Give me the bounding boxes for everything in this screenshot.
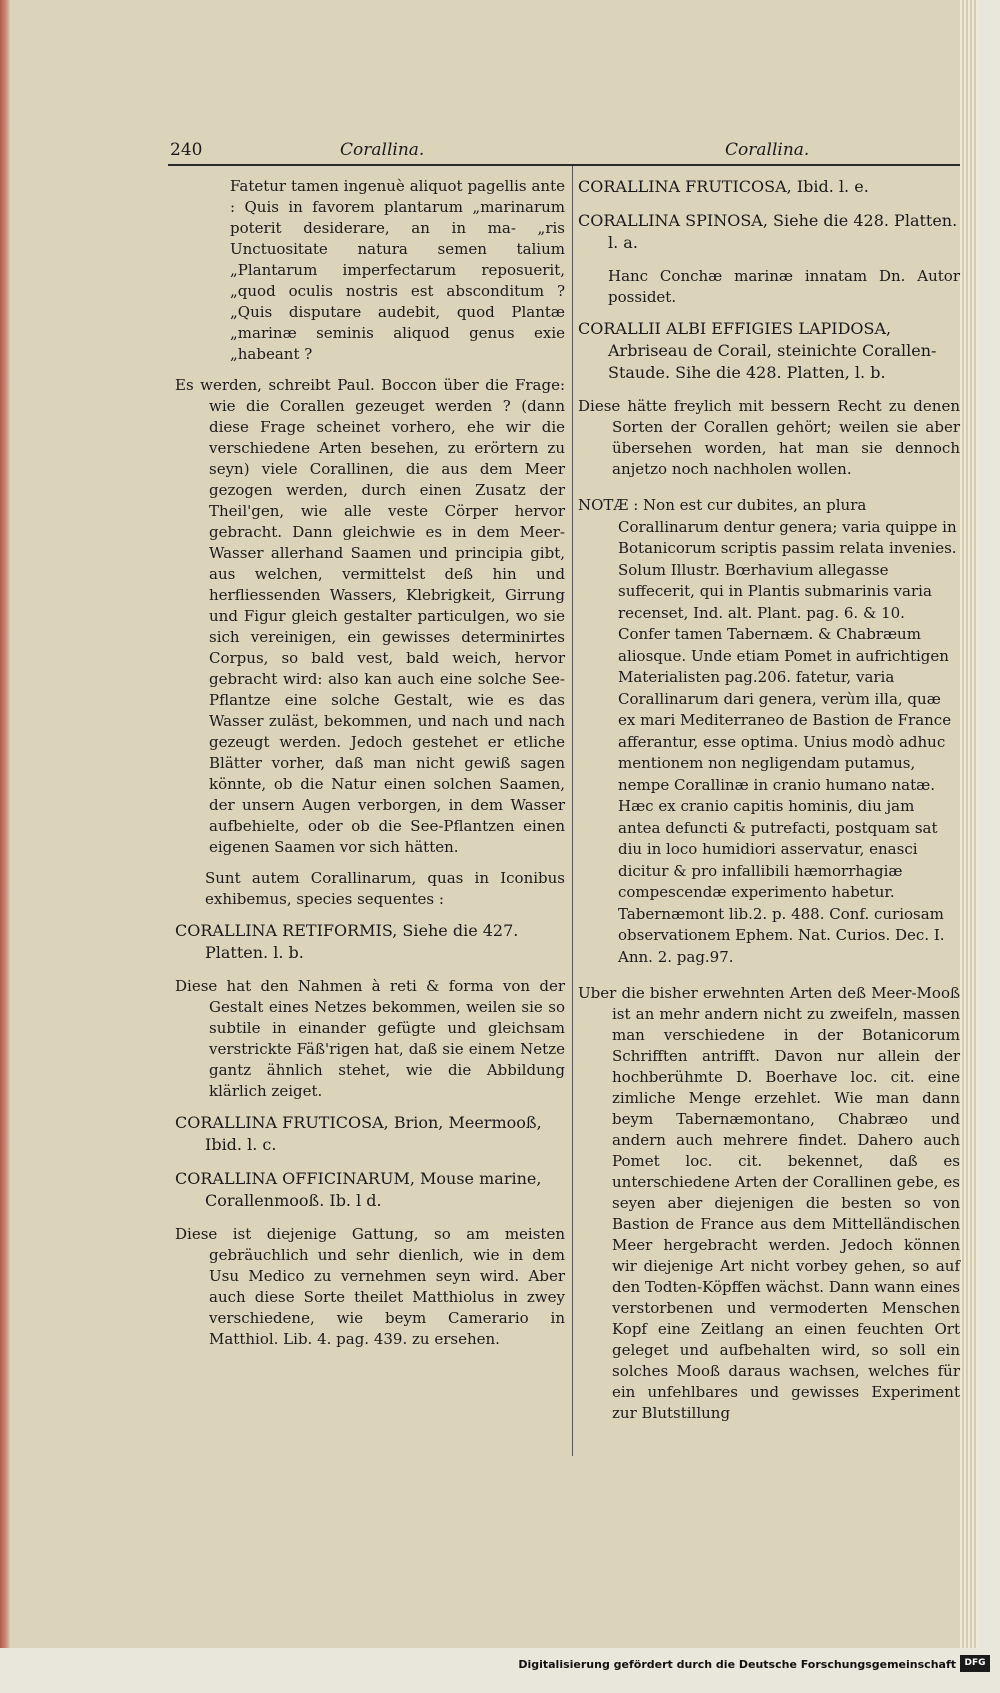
entry-heading-officinarum: CORALLINA OFFICINARUM, Mouse marine, Corallenmooß. Ib. l d. xyxy=(175,1169,542,1210)
species-intro-paragraph: Sunt autem Corallinarum, quas in Iconibus exhibemus, species sequentes : xyxy=(205,869,565,908)
corallii-albi-description: Diese hätte freylich mit bessern Recht zu denen Sorten der Corallen gehört; weilen sie aber übersehen worden, hat man sie dennoch anjetzo noch nachholen wollen. xyxy=(578,397,960,478)
entry-heading-corallii-albi: CORALLII ALBI EFFIGIES LAPIDOSA, Arbriseau de Corail, steinichte Corallen-Staude. Sihe die 428. Platten, l. b. xyxy=(578,319,937,382)
spinosa-note: Hanc Conchæ marinæ innatam Dn. Autor possidet. xyxy=(608,267,960,306)
right-column xyxy=(578,176,960,1434)
retiformis-description: Diese hat den Nahmen à reti & forma von der Gestalt eines Netzes bekommen, weilen sie so subtile in einander gefügte und gleichsam verstrickte Fäß'rigen hat, daß sie einem Netze gantz ähnlich stehet, wie die Abbildung klärlich zeiget. xyxy=(175,977,565,1100)
entry-heading-fruticosa-e: CORALLINA FRUTICOSA, Ibid. l. e. xyxy=(578,177,869,196)
header-rule xyxy=(168,164,960,166)
running-head-right: Corallina. xyxy=(725,140,810,160)
digitization-credit: Digitalisierung gefördert durch die Deutsche Forschungsgemeinschaft xyxy=(518,1658,956,1671)
boccon-paragraph: Es werden, schreibt Paul. Boccon über die Frage: wie die Corallen gezeuget werden ? (dann diese Frage scheinet vorhero, ehe wir die verschiedene Arten besehen, zu erörtern zu seyn) viele Corallinen, die aus dem Meer gezogen werden, durch einen Zusatz der Theil'gen, wie alle veste Cörper hervor gebracht. Dann gleichwie es in dem Meer-Wasser allerhand Saamen und principia gibt, aus welchen, vermittelst deß hin und herfliessenden Wassers, Klebrigkeit, Girrung und Figur gleich gestalter particulgen, wo sie sich vereinigen, ein gewisses determinirtes Corpus, so bald vest, bald weich, hervor gebracht wird: also kan auch eine solche See-Pflantze eine solche Gestalt, wie es das Wasser zuläst, bekommen, und nach und nach gezeugt werden. Jedoch gestehet er etliche Blätter vorher, daß man nicht gewiß sagen könnte, ob die Natur einen solchen Saamen, der unsern Augen verborgen, in dem Wasser aufbehielte, oder ob die See-Pflantzen einen eigenen Saamen vor sich hätten. xyxy=(175,376,565,856)
entry-heading-retiformis: CORALLINA RETIFORMIS, Siehe die 427. Platten. l. b. xyxy=(175,921,519,962)
latin-quote-paragraph: Fatetur tamen ingenuè aliquot pagellis ante : Quis in favorem plantarum „marinarum poterit desiderare, an in ma- „ris Unctuositate natura semen talium „Plantarum imperfectarum reposuerit, „quod oculis nostris est absconditum ? „Quis disputare audebit, quod Plantæ „marinæ seminis aliquod genus exie „habeant ? xyxy=(230,177,565,363)
entry-heading-fruticosa: CORALLINA FRUTICOSA, Brion, Meermooß, Ibid. l. c. xyxy=(175,1113,542,1154)
column-divider xyxy=(572,166,573,1456)
running-head-left: Corallina. xyxy=(340,140,425,160)
page-left-edge xyxy=(0,0,10,1648)
notae-paragraph: NOTÆ : Non est cur dubites, an plura Corallinarum dentur genera; varia quippe in Botanicorum scriptis passim relata invenies. Solum Illustr. Bœrhavium allegasse suffecerit, qui in Plantis submarinis varia recenset, Ind. alt. Plant. pag. 6. & 10. Confer tamen Tabernæm. & Chabræum aliosque. Unde etiam Pomet in aufrichtigen Materialisten pag.206. fatetur, varia Corallinarum dari genera, verùm illa, quæ ex mari Mediterraneo de Bastion de France afferantur, esse optima. Unius modò adhuc mentionem non negligendam putamus, nempe Corallinæ in cranio humano natæ. Hæc ex cranio capitis hominis, diu jam antea defuncti & putrefacti, postquam sat diu in loco humidiori asservatur, enasci dicitur & pro infallibili hæmorrhagiæ compescendæ experimento habetur. Tabernæmont lib.2. p. 488. Conf. curiosam observationem Ephem. Nat. Curios. Dec. I. Ann. 2. pag.97. xyxy=(578,496,957,966)
left-column xyxy=(175,176,565,1360)
page-number: 240 xyxy=(170,140,203,160)
dfg-logo: DFG xyxy=(960,1655,990,1672)
meermoos-paragraph: Uber die bisher erwehnten Arten deß Meer-Mooß ist an mehr andern nicht zu zweifeln, massen man verschiedene in der Botanicorum Schrifften antrifft. Davon nur allein der hochberühmte D. Boerhave loc. cit. eine zimliche Menge erzehlet. Wie man dann beym Tabernæmontano, Chabræo und andern auch mehrere findet. Dahero auch Pomet loc. cit. bekennet, daß es unterschiedene Arten der Corallinen gebe, es seyen aber diejenigen die besten so von Bastion de France aus dem Mittelländischen Meer hergebracht werden. Jedoch können wir diejenige Art nicht vorbey gehen, so auf den Todten-Köpffen wächst. Dann wann eines verstorbenen und vermoderten Menschen Kopf eine Zeitlang an einen feuchten Ort geleget und aufbehalten wird, so soll ein solches Mooß daraus wachsen, welches für ein unfehlbares und gewisses Experiment zur Blutstillung xyxy=(578,984,960,1422)
entry-heading-spinosa: CORALLINA SPINOSA, Siehe die 428. Platten. l. a. xyxy=(578,211,958,252)
page-right-edge xyxy=(960,0,978,1648)
officinarum-description: Diese ist diejenige Gattung, so am meisten gebräuchlich und sehr dienlich, wie in dem Usu Medico zu vernehmen seyn wird. Aber auch diese Sorte theilet Matthiolus in zwey verschiedene, wie beym Camerario in Matthiol. Lib. 4. pag. 439. zu ersehen. xyxy=(175,1225,565,1348)
